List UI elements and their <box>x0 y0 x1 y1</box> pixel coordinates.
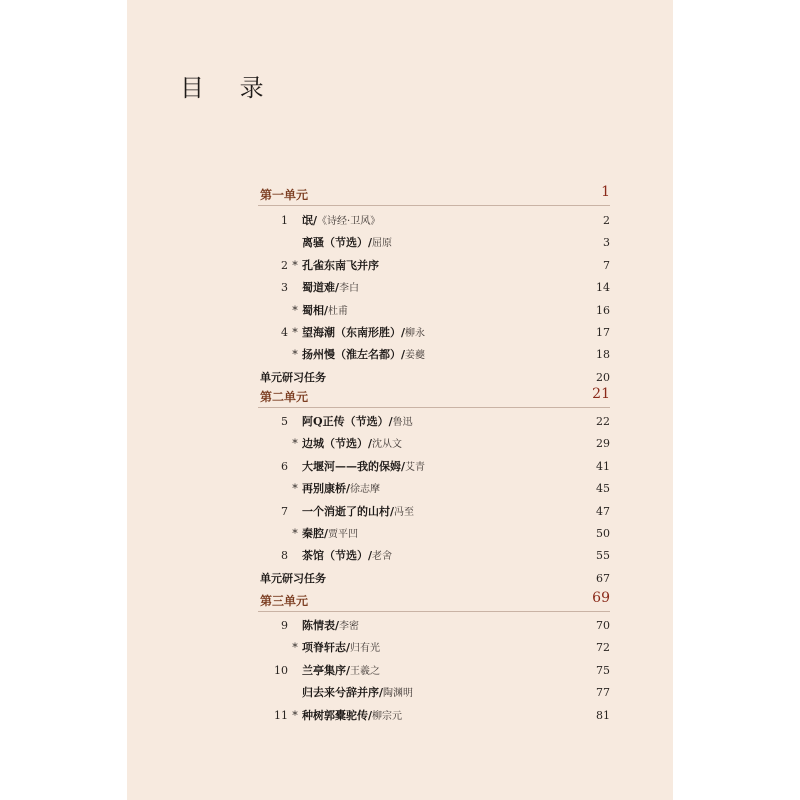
entry-title <box>302 707 402 726</box>
lesson-number: 10 <box>274 663 288 677</box>
toc-entry[interactable] <box>258 480 610 498</box>
lesson-number: 7 <box>281 504 288 518</box>
page-title: 目 录 <box>180 74 278 102</box>
entry-page-number: 70 <box>596 619 610 632</box>
entry-page-number: 75 <box>596 663 610 677</box>
toc-entry[interactable] <box>258 503 610 521</box>
lesson-number: 4 <box>281 326 288 339</box>
entry-page-number: 81 <box>596 708 610 722</box>
unit-header[interactable] <box>258 589 610 612</box>
entry-work-title: 边城（节选）/ <box>302 437 373 451</box>
optional-star: * <box>292 708 298 722</box>
toc-entry[interactable] <box>258 279 610 297</box>
toc-entry[interactable] <box>258 525 610 543</box>
entry-title <box>302 639 380 658</box>
unit-label: 第二单元 <box>260 390 309 404</box>
entry-title <box>302 547 392 566</box>
toc-entry[interactable] <box>258 547 610 565</box>
entry-page-number: 29 <box>596 437 610 451</box>
lesson-number: 1 <box>281 214 288 227</box>
unit-header[interactable] <box>258 385 610 408</box>
entry-page-number: 72 <box>596 641 610 655</box>
entry-page-number: 20 <box>596 370 610 384</box>
entry-title <box>302 257 379 275</box>
unit-page-number: 1 <box>601 184 610 200</box>
entry-page-number: 41 <box>596 459 610 473</box>
unit-page-number: 21 <box>592 386 610 402</box>
lesson-number: 3 <box>281 281 288 295</box>
optional-star: * <box>292 326 298 339</box>
entry-work-title: 单元研习任务 <box>260 370 326 384</box>
toc-entry[interactable] <box>258 302 610 320</box>
optional-star: * <box>292 303 298 317</box>
entry-author: 王羲之 <box>350 665 381 677</box>
entry-title <box>302 662 380 681</box>
entry-work-title: 一个消逝了的山村/ <box>302 504 395 518</box>
entry-title <box>302 279 359 298</box>
entry-work-title: 归去来兮辞并序/ <box>302 686 384 700</box>
entry-author: 李白 <box>339 283 360 295</box>
toc-entry[interactable] <box>258 257 610 275</box>
entry-author: 《诗经·卫风》 <box>317 216 381 227</box>
entry-title <box>302 234 392 253</box>
toc-entry[interactable] <box>258 234 610 252</box>
entry-page-number: 7 <box>603 258 610 272</box>
entry-title <box>302 525 358 544</box>
entry-author: 杜甫 <box>328 305 349 317</box>
toc-entry[interactable] <box>258 458 610 476</box>
entry-work-title: 茶馆（节选）/ <box>302 549 373 563</box>
entry-work-title: 单元研习任务 <box>260 571 326 585</box>
entry-page-number: 47 <box>596 504 610 518</box>
entry-work-title: 大堰河——我的保姆/ <box>302 459 406 473</box>
entry-page-number: 3 <box>603 236 610 250</box>
entry-title <box>302 302 348 321</box>
entry-author: 贾平凹 <box>328 529 359 540</box>
entry-work-title: 再别康桥/ <box>302 482 351 496</box>
toc-entry[interactable] <box>258 684 610 702</box>
entry-page-number: 18 <box>596 348 610 362</box>
entry-work-title: 项脊轩志/ <box>302 641 351 655</box>
toc-entry[interactable] <box>258 324 610 342</box>
entry-page-number: 2 <box>603 214 610 227</box>
entry-title <box>302 435 402 454</box>
entry-work-title: 兰亭集序/ <box>302 663 351 677</box>
entry-title <box>302 413 413 432</box>
entry-author: 李密 <box>339 621 360 632</box>
entry-author: 鲁迅 <box>392 417 413 428</box>
entry-work-title: 离骚（节选）/ <box>302 236 373 250</box>
entry-page-number: 55 <box>596 549 610 563</box>
entry-title <box>302 617 359 636</box>
entry-author: 艾青 <box>405 461 426 473</box>
entry-title <box>302 212 380 231</box>
entry-author: 姜夔 <box>405 350 426 362</box>
unit-label: 第三单元 <box>260 594 309 608</box>
lesson-number: 5 <box>281 415 288 428</box>
entry-work-title: 阿Q正传（节选）/ <box>302 415 393 428</box>
entry-title <box>302 503 414 522</box>
toc-entry[interactable] <box>258 346 610 364</box>
lesson-number: 2 <box>281 258 288 272</box>
entry-page-number: 22 <box>596 415 610 428</box>
entry-title <box>302 458 425 477</box>
entry-author: 归有光 <box>350 643 381 655</box>
entry-page-number: 50 <box>596 527 610 540</box>
entry-work-title: 氓/ <box>302 214 318 227</box>
toc-entry[interactable] <box>258 570 610 588</box>
entry-work-title: 陈情表/ <box>302 619 340 632</box>
entry-author: 沈从文 <box>372 439 403 451</box>
entry-page-number: 14 <box>596 281 610 295</box>
entry-page-number: 16 <box>596 303 610 317</box>
toc-entry[interactable] <box>258 435 610 453</box>
toc-entry[interactable] <box>258 662 610 680</box>
entry-author: 冯至 <box>394 506 415 518</box>
toc-entry[interactable] <box>258 617 610 635</box>
entry-page-number: 67 <box>596 571 610 585</box>
entry-author: 屈原 <box>372 238 393 250</box>
entry-author: 徐志摩 <box>350 484 381 496</box>
unit-page-number: 69 <box>592 590 610 606</box>
lesson-number: 8 <box>281 549 288 563</box>
entry-author: 柳永 <box>405 328 426 339</box>
toc-entry[interactable] <box>258 707 610 725</box>
entry-work-title: 扬州慢（淮左名都）/ <box>302 348 406 362</box>
entry-page-number: 77 <box>596 686 610 700</box>
entry-title <box>302 684 413 703</box>
lesson-number: 9 <box>281 619 288 632</box>
optional-star: * <box>292 258 298 272</box>
lesson-number: 6 <box>281 459 288 473</box>
optional-star: * <box>292 527 298 540</box>
optional-star: * <box>292 482 298 496</box>
entry-work-title: 秦腔/ <box>302 527 329 540</box>
entry-title <box>302 324 425 343</box>
entry-author: 老舍 <box>372 551 393 563</box>
entry-page-number: 45 <box>596 482 610 496</box>
entry-work-title: 孔雀东南飞并序 <box>302 258 379 272</box>
optional-star: * <box>292 437 298 451</box>
toc-entry[interactable] <box>258 212 610 230</box>
entry-author: 柳宗元 <box>372 710 403 722</box>
unit-label: 第一单元 <box>260 188 309 202</box>
optional-star: * <box>292 641 298 655</box>
toc-entry[interactable] <box>258 413 610 431</box>
unit-header[interactable] <box>258 183 610 206</box>
entry-work-title: 蜀道难/ <box>302 281 340 295</box>
entry-work-title: 望海潮（东南形胜）/ <box>302 326 406 339</box>
toc-entry[interactable] <box>258 639 610 657</box>
entry-title <box>302 346 425 365</box>
entry-author: 陶渊明 <box>383 688 414 700</box>
entry-title <box>302 480 380 499</box>
entry-work-title: 蜀相/ <box>302 303 329 317</box>
entry-page-number: 17 <box>596 326 610 339</box>
lesson-number: 11 <box>274 708 288 722</box>
optional-star: * <box>292 348 298 362</box>
entry-title <box>260 570 326 588</box>
entry-work-title: 种树郭橐驼传/ <box>302 708 373 722</box>
